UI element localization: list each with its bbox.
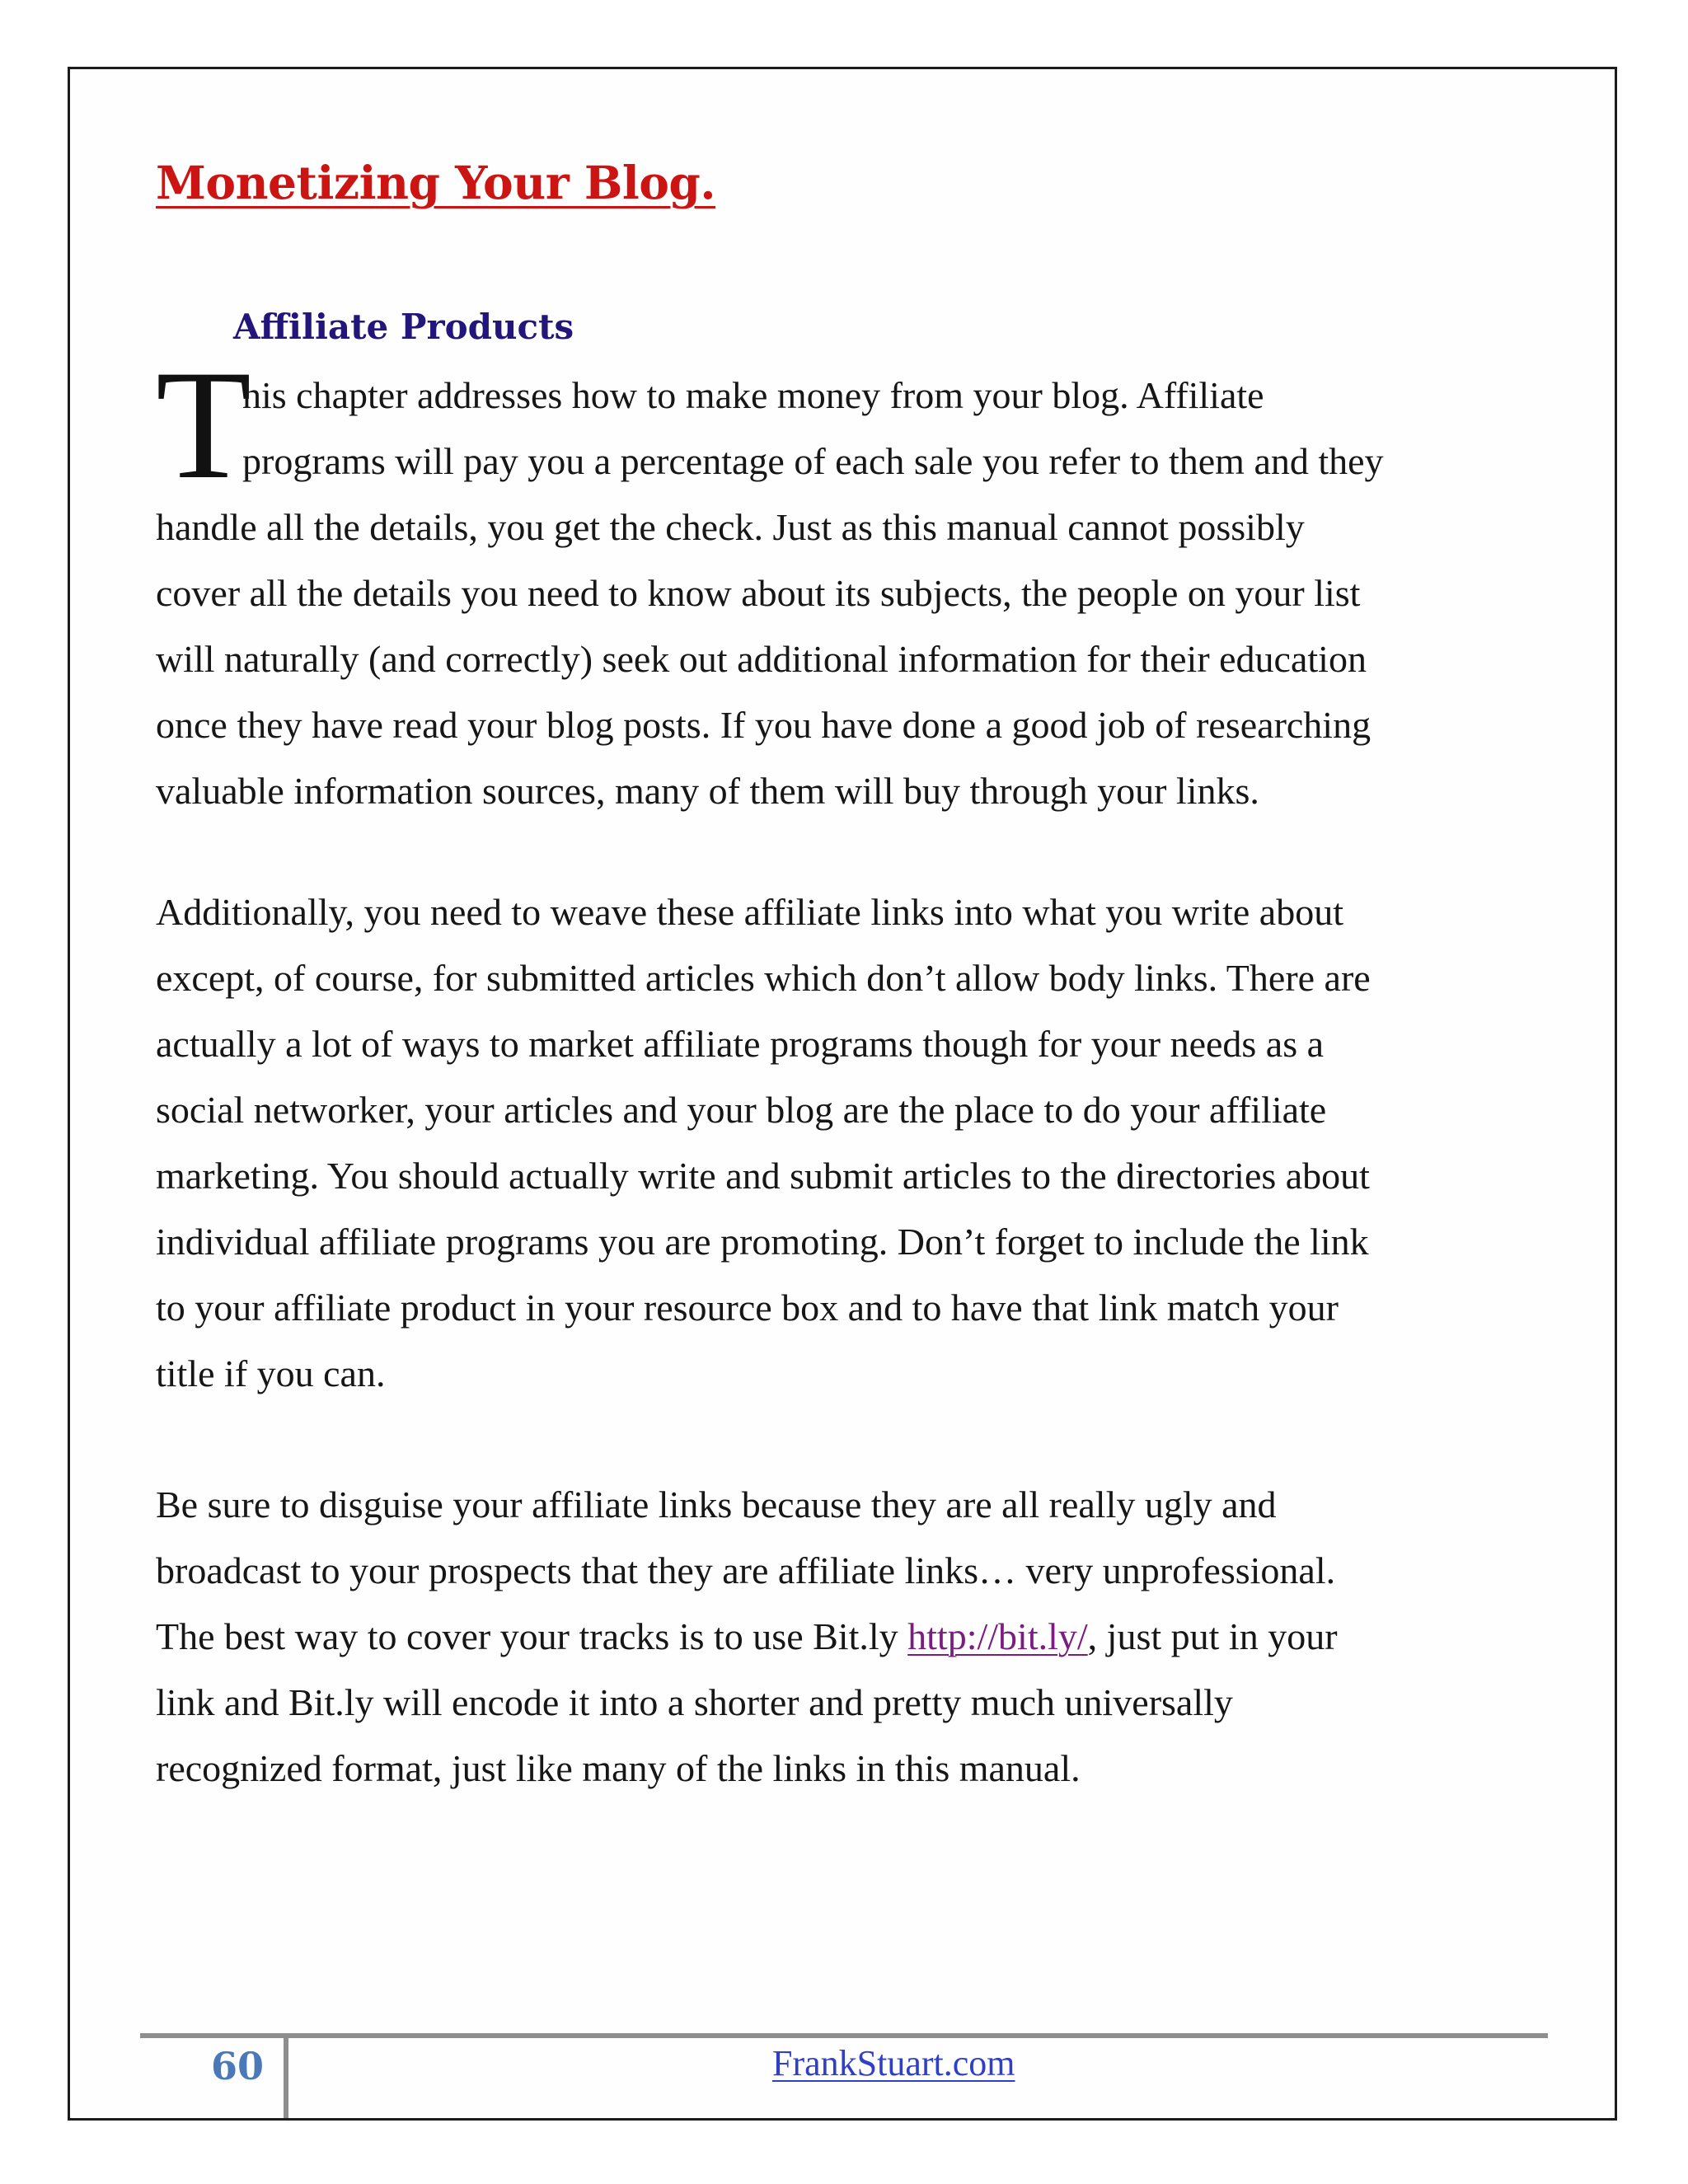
bitly-link[interactable]: http://bit.ly/ <box>907 1615 1088 1657</box>
paragraph-line: valuable information sources, many of them will buy through your links. <box>156 770 1259 812</box>
paragraph-line: social networker, your articles and your blog are the place to do your affiliate <box>156 1089 1327 1131</box>
line-text-after-link: , just put in your <box>1087 1615 1338 1657</box>
paragraph-affiliate-links <box>156 879 1532 1407</box>
paragraph-line: recognized format, just like many of the links in this manual. <box>156 1747 1081 1789</box>
paragraph-line: programs will pay you a percentage of each sale you refer to them and they <box>242 440 1384 482</box>
paragraph-line: his chapter addresses how to make money from your blog. Affiliate <box>242 374 1264 416</box>
paragraph-line: Be sure to disguise your affiliate links because they are all really ugly and <box>156 1483 1277 1526</box>
line-text-before-link: The best way to cover your tracks is to use Bit.ly <box>156 1615 908 1657</box>
paragraph-line: broadcast to your prospects that they are affiliate links… very unprofessional. <box>156 1549 1336 1591</box>
paragraph-line: Additionally, you need to weave these affiliate links into what you write about <box>156 891 1343 933</box>
paragraph-line: once they have read your blog posts. If you have done a good job of researching <box>156 704 1372 746</box>
paragraph-line: actually a lot of ways to market affiliate programs though for your needs as a <box>156 1023 1325 1065</box>
paragraph-line: title if you can. <box>156 1352 386 1394</box>
paragraph-line-with-link <box>156 1604 1532 1670</box>
paragraph-line: to your affiliate product in your resource box and to have that link match your <box>156 1286 1339 1329</box>
footer-divider <box>284 2036 288 2118</box>
section-heading: Affiliate Products <box>233 307 574 347</box>
chapter-title: Monetizing Your Blog. <box>156 156 716 209</box>
paragraph-line: marketing. You should actually write and submit articles to the directories about <box>156 1155 1370 1197</box>
paragraph-affiliate-intro <box>156 363 1532 824</box>
paragraph-line: link and Bit.ly will encode it into a shorter and pretty much universally <box>156 1681 1233 1723</box>
paragraph-disguise-links <box>156 1472 1532 1802</box>
paragraph-line: handle all the details, you get the check. Just as this manual cannot possibly <box>156 506 1305 548</box>
paragraph-line: except, of course, for submitted articles which don’t allow body links. There are <box>156 957 1371 999</box>
paragraph-line: individual affiliate programs you are promoting. Don’t forget to include the link <box>156 1221 1369 1263</box>
paragraph-line: will naturally (and correctly) seek out additional information for their education <box>156 638 1367 680</box>
dropcap-letter: T <box>156 339 252 512</box>
paragraph-line: cover all the details you need to know about its subjects, the people on your list <box>156 572 1361 614</box>
footer-site-link[interactable]: FrankStuart.com <box>772 2043 1015 2083</box>
page-number: 60 <box>211 2044 265 2088</box>
